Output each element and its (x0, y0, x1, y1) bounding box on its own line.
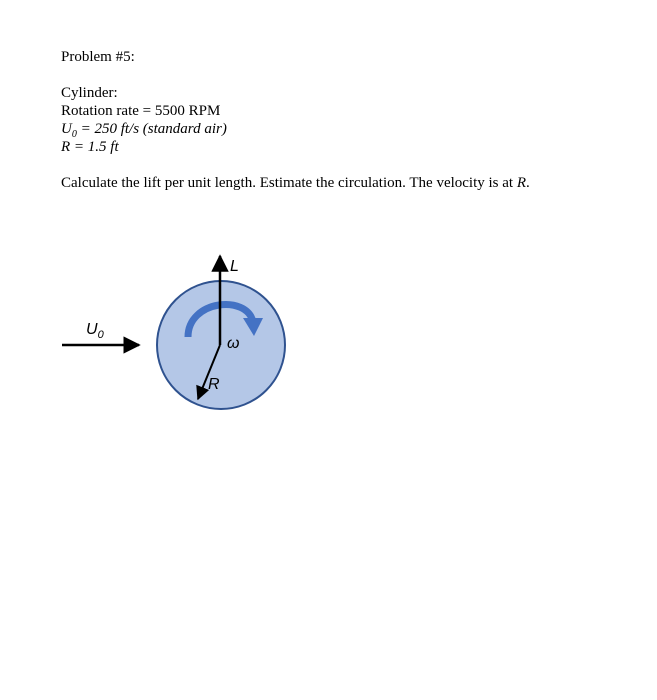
radius-text: R = 1.5 ft (61, 139, 119, 155)
rotation-rate-text: Rotation rate = 5500 RPM (61, 103, 221, 119)
velocity-value: = 250 ft/s (standard air) (76, 121, 227, 137)
velocity-symbol: U (61, 121, 72, 137)
freestream-label: $U_0$ (86, 321, 104, 341)
cylinder-heading: Cylinder: (61, 85, 118, 101)
question-body: Calculate the lift per unit length. Estimate the circulation. The velocity is at (61, 175, 517, 191)
omega-label: ω (227, 335, 240, 352)
question-emphasis: R (516, 175, 527, 191)
lift-label: L (230, 258, 239, 275)
question-end: . (526, 175, 530, 191)
velocity-subscript: 0 (71, 129, 77, 140)
problem-title: Problem #5: (61, 49, 135, 65)
radius-label: R (208, 376, 220, 393)
